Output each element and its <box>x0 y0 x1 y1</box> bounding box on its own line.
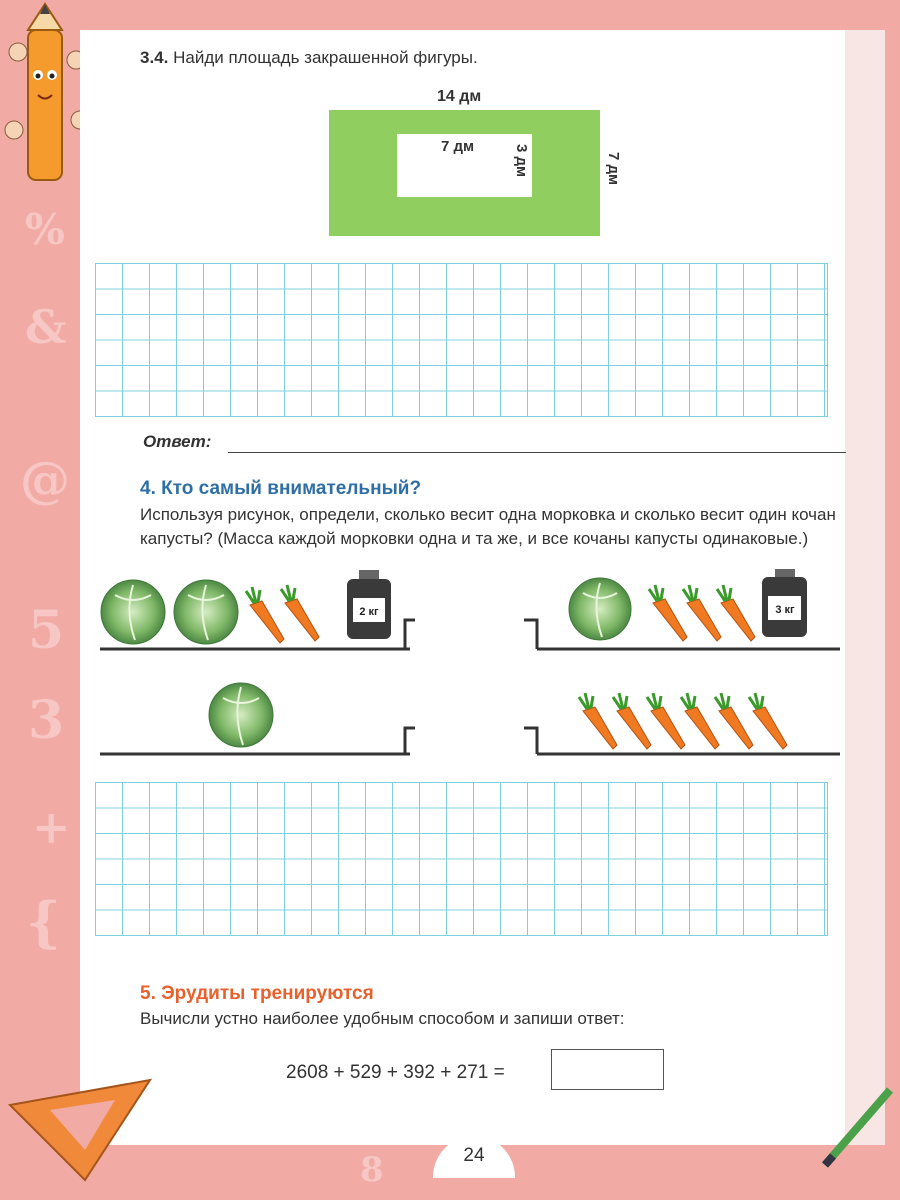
task-5-text: Вычисли устно наиболее удобным способом и запиши ответ: <box>140 1009 625 1028</box>
carrot-icon <box>715 693 753 749</box>
carrot-icon <box>281 585 319 641</box>
carrot-icon <box>717 585 755 641</box>
grid-work-area-2[interactable] <box>95 782 828 936</box>
svg-text:3 кг: 3 кг <box>775 604 795 616</box>
scale-left-bottom <box>100 683 415 754</box>
scale-right-bottom <box>524 693 840 754</box>
answer-label: Ответ: <box>143 432 212 451</box>
carrot-icon <box>681 693 719 749</box>
task-text: Найди площадь закрашенной фигуры. <box>173 48 478 67</box>
carrot-icon <box>749 693 787 749</box>
task-number: 3.4. <box>140 48 169 67</box>
inner-height-label: 3 дм <box>513 144 530 178</box>
carrot-icon <box>246 587 284 643</box>
cabbage-icon <box>174 580 238 644</box>
background-decoration: + <box>32 800 71 854</box>
inner-width-label: 7 дм <box>441 138 475 155</box>
triangle-ruler-icon <box>5 1075 155 1185</box>
background-decoration: 3 <box>28 690 65 751</box>
cabbage-icon <box>569 578 631 640</box>
balance-scales <box>95 565 845 765</box>
task-4-text: Используя рисунок, определи, сколько весит одна морковка и сколько весит один кочан капусты? (Масса каждой морковки одна и та же, и все кочаны капусты одинаковые.) <box>140 505 836 548</box>
background-decoration: @ <box>20 450 70 509</box>
pencil-icon <box>815 1080 900 1175</box>
cabbage-icon <box>101 580 165 644</box>
answer-box[interactable] <box>551 1049 664 1090</box>
background-decoration: { <box>26 890 61 954</box>
carrot-icon <box>683 585 721 641</box>
carrot-icon <box>647 693 685 749</box>
carrot-icon <box>613 693 651 749</box>
task-3-4-title <box>140 48 478 68</box>
scale-right-top <box>524 569 840 649</box>
outer-height-label: 7 дм <box>605 152 622 186</box>
page-number: 24 <box>433 1136 515 1178</box>
background-decoration: & <box>25 300 67 354</box>
math-expression: 2608 + 529 + 392 + 271 = <box>286 1062 505 1083</box>
carrot-icon <box>579 693 617 749</box>
carrot-icon <box>649 585 687 641</box>
answer-line[interactable] <box>228 452 846 453</box>
scale-left-top <box>100 570 415 649</box>
grid-work-area-1[interactable] <box>95 263 828 417</box>
next-page-edge <box>845 30 885 1145</box>
background-decoration: 8 <box>360 1150 384 1190</box>
cabbage-icon <box>209 683 273 747</box>
width-14-label: 14 дм <box>437 88 482 105</box>
background-decoration: 5 <box>28 600 65 661</box>
background-decoration: % <box>25 205 65 254</box>
weight-3kg-icon <box>762 569 807 637</box>
task-4-heading: 4. Кто самый внимательный? <box>140 478 422 499</box>
task-5-heading: 5. Эрудиты тренируются <box>140 983 374 1004</box>
svg-text:2 кг: 2 кг <box>359 606 379 618</box>
weight-2kg-icon <box>347 570 391 639</box>
